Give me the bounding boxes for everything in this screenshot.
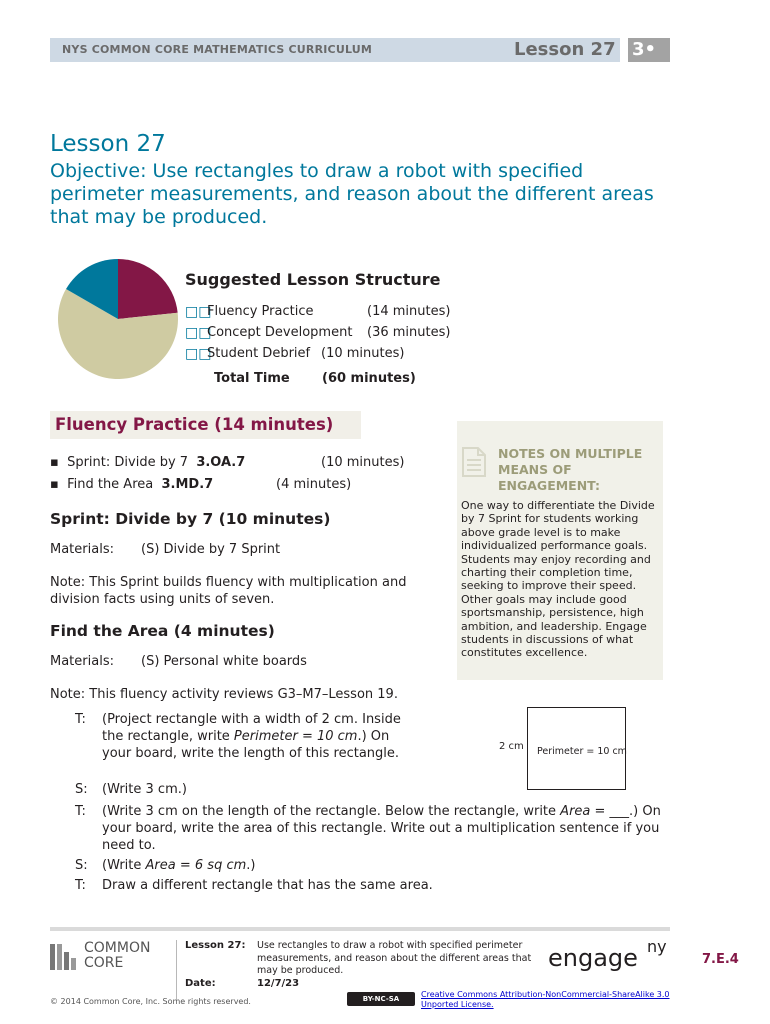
license-link[interactable]: Creative Commons Attribution-NonCommercial-ShareAlike 3.0 Unported License. [421, 990, 670, 1009]
pie-slice-fluency [118, 259, 178, 319]
fluency-bullet: ▪ Find the Area 3.MD.7 [50, 477, 214, 492]
footer-date-label: Date: [185, 978, 216, 989]
notes-document-icon [461, 446, 487, 478]
dialogue-role: T: [75, 804, 86, 819]
cc-license-badge: BY-NC-SA [347, 992, 415, 1006]
footer-date: 12/7/23 [257, 978, 300, 989]
dialogue-line: (Write Area = 6 sq cm.) [102, 858, 256, 873]
fluency-bullet: ▪ Sprint: Divide by 7 3.OA.7 [50, 455, 246, 470]
find-area-heading: Find the Area (4 minutes) [50, 622, 275, 640]
rectangle-perimeter-label: Perimeter = 10 cm [537, 746, 627, 757]
structure-item-fluency: □□ Fluency Practice (14 minutes) [185, 304, 451, 320]
dialogue-role: S: [75, 782, 88, 797]
lesson-structure-title: Suggested Lesson Structure [185, 270, 441, 289]
dialogue-line: Draw a different rectangle that has the same area. [102, 878, 433, 893]
header-module: 3• [632, 39, 657, 60]
checkbox-icon: □□ [185, 304, 212, 320]
page-number: 7.E.4 [702, 952, 739, 967]
notes-body: One way to differentiate the Divide by 7 Sprint for students working above grade level is to make individualized performance goals. Students may enjoy recording and charting their completion time, seeking to improve their speed. Other goals may include good sportsmanship, persistence, high ambition, and leadership. Engage students in discussions of what constitutes excellence. [461, 499, 655, 660]
structure-item-concept: □□ Concept Development (36 minutes) [185, 325, 451, 341]
total-time-value: (60 minutes) [322, 371, 416, 386]
total-time-label: Total Time [214, 371, 290, 386]
dialogue-role: T: [75, 878, 86, 893]
fluency-bullet-time: (10 minutes) [321, 455, 405, 470]
header-lesson: Lesson 27 [514, 39, 616, 60]
rectangle-width-label: 2 cm [499, 741, 524, 752]
engageny-logo-sup: ny [647, 937, 667, 956]
footer-divider [176, 940, 177, 1000]
checkbox-icon: □□ [185, 346, 212, 362]
footer-rule [50, 927, 670, 931]
fluency-bullet-time: (4 minutes) [276, 477, 352, 492]
find-area-note: Note: This fluency activity reviews G3–M7–Lesson 19. [50, 687, 398, 702]
common-core-logo-icon [50, 944, 80, 970]
find-area-materials-label: Materials: [50, 654, 114, 669]
footer-copyright: © 2014 Common Core, Inc. Some rights reserved. [50, 997, 251, 1006]
sprint-materials: (S) Divide by 7 Sprint [141, 542, 281, 557]
footer-lesson-text: Use rectangles to draw a robot with specified perimeter measurements, and reason about the different areas that may be produced. [257, 940, 532, 976]
lesson-title: Lesson 27 [50, 131, 166, 157]
dialogue-role: S: [75, 858, 88, 873]
find-area-materials: (S) Personal white boards [141, 654, 307, 669]
fluency-heading: Fluency Practice (14 minutes) [55, 415, 334, 434]
curriculum-title: NYS COMMON CORE MATHEMATICS CURRICULUM [62, 43, 373, 56]
notes-title: NOTES ON MULTIPLE MEANS OF ENGAGEMENT: [498, 446, 643, 493]
engageny-logo: engage [548, 944, 638, 972]
checkbox-icon: □□ [185, 325, 212, 341]
common-core-logo-text: COMMON CORE [84, 940, 151, 971]
objective: Objective: Use rectangles to draw a robot with specified perimeter measurements, and reason about the different areas that may be produced. [50, 160, 654, 228]
sprint-note: Note: This Sprint builds fluency with multiplication and division facts using units of seven. [50, 575, 407, 607]
structure-item-debrief: □□ Student Debrief (10 minutes) [185, 346, 405, 362]
lesson-structure-pie [56, 256, 180, 382]
sprint-heading: Sprint: Divide by 7 (10 minutes) [50, 510, 331, 528]
dialogue-line: (Write 3 cm.) [102, 782, 187, 797]
dialogue-line: (Project rectangle with a width of 2 cm. Inside the rectangle, write Perimeter = 10 cm.) On your board, write the length of this rectangle. [102, 712, 401, 761]
dialogue-line: (Write 3 cm on the length of the rectangle. Below the rectangle, write Area = ___.) On your board, write the area of this rectangle. Write out a multiplication sentence if you need to. [102, 804, 661, 853]
dialogue-role: T: [75, 712, 86, 727]
footer-lesson-label: Lesson 27: [185, 940, 246, 951]
sprint-materials-label: Materials: [50, 542, 114, 557]
